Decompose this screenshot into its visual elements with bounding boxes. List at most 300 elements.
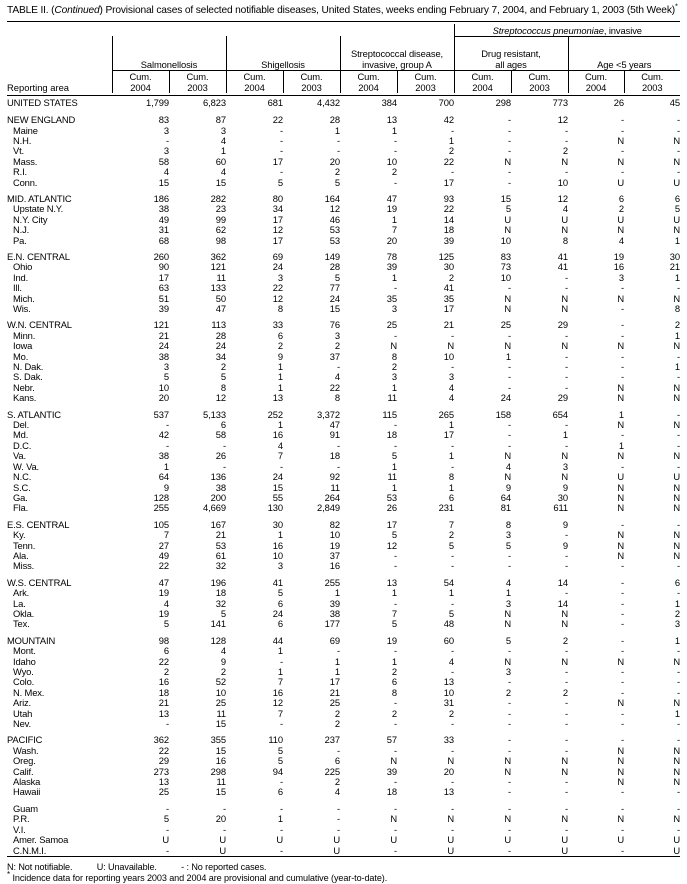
data-cell: 29 [557, 392, 568, 404]
data-cell: 30 [669, 250, 680, 262]
data-cell: 22 [272, 114, 283, 126]
table-row [7, 304, 680, 314]
data-cell: 20 [329, 155, 340, 167]
data-cell: 83 [500, 250, 511, 262]
data-cell: 16 [272, 539, 283, 551]
data-cell: 2 [448, 529, 454, 541]
data-cell: 16 [272, 686, 283, 698]
data-cell: 537 [153, 408, 169, 420]
data-cell: 63 [158, 282, 169, 294]
data-cell: - [507, 823, 511, 835]
data-cell: - [564, 676, 568, 688]
data-cell: - [620, 576, 624, 588]
data-cell: 21 [443, 319, 454, 331]
data-cell: 50 [215, 292, 226, 304]
data-cell: 1 [674, 597, 680, 609]
data-cell: 4 [505, 460, 511, 472]
data-cell: 11 [216, 707, 226, 719]
data-cell: - [676, 686, 680, 698]
data-cell: 17 [443, 429, 454, 441]
data-cell: - [507, 429, 511, 441]
data-cell: 53 [386, 491, 397, 503]
data-cell: - [676, 786, 680, 798]
reporting-area-label: S. ATLANTIC [7, 408, 61, 420]
data-cell: 18 [215, 587, 226, 599]
data-cell: - [676, 460, 680, 472]
data-cell: 654 [552, 408, 568, 420]
data-cell: - [507, 176, 511, 188]
data-cell: - [450, 802, 454, 814]
data-cell: 5 [448, 607, 454, 619]
data-cell: 9 [505, 481, 511, 493]
data-cell: - [507, 676, 511, 688]
table-row [7, 352, 680, 362]
reporting-area-label: Wash. [13, 744, 39, 756]
data-cell: 10 [329, 529, 340, 541]
data-cell: 13 [386, 576, 397, 588]
data-cell: U [617, 176, 624, 188]
data-cell: 22 [443, 203, 454, 215]
header-strep-group-a-2003: Cum. 2003 [397, 70, 454, 93]
data-cell: - [620, 114, 624, 126]
reporting-area-label: R.I. [13, 166, 27, 178]
data-cell: 4 [220, 166, 226, 178]
data-cell: 57 [386, 734, 397, 746]
table-row [7, 225, 680, 235]
data-cell: 1 [391, 213, 397, 225]
data-cell: N [504, 471, 511, 483]
data-cell: - [507, 645, 511, 657]
data-cell: 24 [272, 261, 283, 273]
data-cell: 80 [272, 192, 283, 204]
data-cell: 125 [438, 250, 454, 262]
data-cell: 22 [158, 560, 169, 572]
data-cell: 700 [438, 97, 454, 109]
data-cell: - [450, 718, 454, 730]
data-cell: - [564, 282, 568, 294]
header-strep-group-a-2004: Cum. 2004 [340, 70, 397, 93]
data-cell: - [620, 145, 624, 157]
notifiable-diseases-table [7, 21, 680, 856]
data-cell: 3 [448, 371, 454, 383]
data-cell: 8 [391, 350, 397, 362]
data-cell: 90 [158, 261, 169, 273]
data-cell: - [564, 645, 568, 657]
data-cell: 29 [557, 319, 568, 331]
header-group-drug-resistant-label: Drug resistant, all ages [481, 47, 541, 70]
data-cell: - [507, 381, 511, 393]
data-cell: - [507, 329, 511, 341]
data-cell: 255 [324, 576, 340, 588]
reporting-area-label: Ga. [13, 491, 28, 503]
data-cell: 24 [500, 392, 511, 404]
data-cell: - [676, 645, 680, 657]
data-cell: - [564, 419, 568, 431]
data-cell: 37 [329, 350, 340, 362]
data-cell: N [561, 813, 568, 825]
reporting-area-label: Mich. [13, 292, 35, 304]
data-cell: - [620, 518, 624, 530]
data-cell: 17 [329, 676, 340, 688]
data-cell: - [279, 718, 283, 730]
data-cell: 200 [210, 491, 226, 503]
table-row [7, 472, 680, 482]
table-row-region [7, 320, 680, 330]
data-cell: 13 [443, 676, 454, 688]
data-cell: 54 [443, 576, 454, 588]
data-cell: N [504, 765, 511, 777]
data-cell: - [507, 844, 511, 856]
data-cell: - [165, 823, 169, 835]
data-cell: 18 [329, 450, 340, 462]
data-cell: 4 [334, 371, 340, 383]
data-cell: - [620, 560, 624, 572]
data-cell: 25 [215, 697, 226, 709]
data-cell: 1,799 [146, 97, 169, 109]
data-cell: 55 [272, 491, 283, 503]
data-cell: 8 [277, 303, 283, 314]
data-cell: - [620, 718, 624, 730]
data-cell: U [673, 844, 680, 856]
data-cell: U [561, 844, 568, 856]
data-cell: - [620, 802, 624, 814]
data-cell: 1 [448, 450, 454, 462]
data-cell: N [617, 340, 624, 352]
data-cell: N [561, 618, 568, 630]
data-cell: 47 [386, 192, 397, 204]
data-cell: N [673, 450, 680, 462]
data-cell: 39 [386, 765, 397, 777]
data-cell: U [162, 834, 169, 846]
data-cell: 42 [158, 429, 169, 441]
data-cell: - [620, 350, 624, 362]
data-cell: N [617, 549, 624, 561]
data-cell: - [279, 124, 283, 136]
data-cell: 28 [329, 114, 340, 126]
data-cell: N [673, 539, 680, 551]
data-cell: - [393, 823, 397, 835]
data-cell: U [673, 176, 680, 188]
data-cell: 21 [215, 529, 226, 541]
data-cell: - [450, 597, 454, 609]
data-cell: 39 [443, 234, 454, 246]
data-cell: 12 [272, 292, 283, 304]
data-cell: 7 [277, 450, 283, 462]
header-group-salmonellosis-label: Salmonellosis [140, 58, 198, 70]
data-cell: - [620, 786, 624, 798]
data-cell: 3 [220, 124, 226, 136]
reporting-area-label: S.C. [13, 481, 31, 493]
data-cell: N [617, 529, 624, 541]
header-row-groups [7, 36, 680, 70]
data-cell: 12 [386, 539, 397, 551]
reporting-area-label: N. Dak. [13, 361, 44, 373]
data-cell: 6 [163, 645, 169, 657]
data-cell: N [504, 655, 511, 667]
data-cell: 19 [386, 634, 397, 646]
data-cell: U [504, 213, 511, 225]
data-cell: 15 [215, 176, 226, 188]
data-cell: 1 [674, 271, 680, 283]
data-cell: - [676, 823, 680, 835]
table-row-region [7, 194, 680, 204]
reporting-area-label: Ky. [13, 529, 26, 541]
reporting-area-label: Upstate N.Y. [13, 203, 64, 215]
table-row [7, 215, 680, 225]
data-cell: 30 [272, 518, 283, 530]
data-cell: 1 [448, 587, 454, 599]
data-cell: 1 [505, 587, 511, 599]
data-cell: N [504, 155, 511, 167]
data-cell: 98 [215, 234, 226, 246]
data-cell: 49 [158, 213, 169, 225]
data-cell: 15 [500, 192, 511, 204]
data-cell: 15 [272, 481, 283, 493]
data-cell: 141 [210, 618, 226, 630]
data-cell: - [450, 823, 454, 835]
reporting-area-label: Amer. Samoa [13, 834, 69, 846]
data-cell: 2 [562, 634, 568, 646]
data-cell: 5 [277, 755, 283, 767]
header-row-cum [7, 70, 680, 93]
table-row [7, 451, 680, 461]
data-cell: 62 [215, 224, 226, 236]
table-row-region [7, 115, 680, 125]
header-group-shigellosis [226, 36, 340, 70]
data-cell: - [676, 587, 680, 599]
data-cell: 5 [277, 587, 283, 599]
title-rest: ) Provisional cases of selected notifiable diseases, United States, weeks ending February 7, 2004, and February 1, 2003 (5th Week) [99, 5, 676, 16]
table-row [7, 835, 680, 845]
reporting-area-label: Wis. [13, 303, 31, 314]
data-cell: 87 [215, 114, 226, 126]
data-cell: - [450, 166, 454, 178]
data-cell: 355 [210, 734, 226, 746]
reporting-area-label: Alaska [13, 776, 41, 788]
data-cell: 231 [438, 502, 454, 514]
data-cell: - [676, 350, 680, 362]
data-cell: 158 [495, 408, 511, 420]
data-cell: - [336, 823, 340, 835]
data-cell: U [447, 844, 454, 856]
data-cell: 21 [158, 329, 169, 341]
data-cell: 2 [391, 707, 397, 719]
data-cell: 5 [505, 539, 511, 551]
data-cell: 298 [495, 97, 511, 109]
table-row [7, 462, 680, 472]
data-cell: 1 [334, 666, 340, 677]
data-cell: 5 [277, 744, 283, 756]
data-cell: - [620, 634, 624, 646]
spacer-cell [7, 24, 112, 37]
data-cell: 8 [391, 686, 397, 698]
data-cell: 47 [158, 576, 169, 588]
data-cell: N [504, 755, 511, 767]
data-cell: 30 [443, 261, 454, 273]
data-cell: - [279, 823, 283, 835]
data-cell: 38 [215, 481, 226, 493]
reporting-area-label: N. Mex. [13, 686, 45, 698]
data-cell: U [673, 834, 680, 846]
data-cell: 1 [674, 234, 680, 246]
data-cell: - [222, 823, 226, 835]
data-cell: - [620, 124, 624, 136]
header-strep-pneumoniae [454, 24, 680, 37]
data-cell: 7 [277, 676, 283, 688]
data-cell: 2 [674, 607, 680, 619]
data-cell: 384 [381, 97, 397, 109]
data-cell: N [617, 419, 624, 431]
reporting-area-label: Calif. [13, 765, 34, 777]
data-cell: 5 [448, 539, 454, 551]
data-cell: - [564, 529, 568, 541]
data-cell: 115 [382, 408, 397, 420]
data-cell: 3 [163, 361, 169, 373]
data-cell: - [393, 329, 397, 341]
data-cell: 5 [505, 634, 511, 646]
data-cell: N [617, 481, 624, 493]
data-cell: 4 [448, 655, 454, 667]
data-cell: - [564, 329, 568, 341]
data-cell: 2 [618, 203, 624, 215]
data-cell: 11 [216, 271, 226, 283]
data-cell: 6 [277, 329, 283, 341]
reporting-area-label: Wyo. [13, 666, 34, 677]
data-cell: 61 [215, 549, 226, 561]
header-shigellosis-2004: Cum. 2004 [226, 70, 283, 93]
data-cell: 48 [443, 618, 454, 630]
data-cell: 110 [268, 734, 283, 746]
data-cell: - [393, 282, 397, 294]
reporting-area-label: S. Dak. [13, 371, 43, 383]
data-cell: 3 [334, 329, 340, 341]
table-row [7, 846, 680, 856]
data-cell: 2 [163, 666, 169, 677]
data-cell: 3 [562, 460, 568, 472]
data-cell: 53 [329, 234, 340, 246]
data-cell: - [620, 676, 624, 688]
data-cell: 4,669 [203, 502, 226, 514]
data-cell: 5 [674, 203, 680, 215]
data-cell: - [507, 124, 511, 136]
data-cell: U [333, 834, 340, 846]
data-cell: 32 [215, 560, 226, 572]
data-cell: 11 [216, 776, 226, 788]
data-cell: 22 [158, 655, 169, 667]
header-row-spneumo [7, 24, 680, 37]
reporting-area-label: Nev. [13, 718, 31, 730]
table-row [7, 178, 680, 188]
data-cell: - [507, 744, 511, 756]
data-cell: 5 [220, 371, 226, 383]
data-cell: 22 [158, 744, 169, 756]
data-cell: 34 [272, 203, 283, 215]
data-cell: 16 [215, 755, 226, 767]
data-cell: N [504, 340, 511, 352]
data-cell: 136 [210, 471, 226, 483]
data-cell: N [561, 224, 568, 236]
data-cell: N [504, 303, 511, 314]
data-cell: 13 [386, 114, 397, 126]
data-cell: N [390, 340, 397, 352]
data-cell: - [507, 560, 511, 572]
data-cell: - [507, 802, 511, 814]
reporting-area-label: Va. [13, 450, 26, 462]
data-cell: - [507, 371, 511, 383]
data-cell: - [393, 645, 397, 657]
data-cell: 35 [386, 292, 397, 304]
header-group-age-under-5 [568, 36, 680, 70]
data-cell: - [450, 666, 454, 677]
table-row-total [7, 96, 680, 110]
data-cell: 98 [158, 634, 169, 646]
data-cell: 22 [272, 282, 283, 294]
data-cell: 58 [158, 155, 169, 167]
data-cell: U [561, 213, 568, 225]
data-cell: N [504, 813, 511, 825]
data-cell: 5 [391, 618, 397, 630]
data-cell: 27 [158, 539, 169, 551]
data-cell: N [617, 134, 624, 146]
data-cell: - [564, 560, 568, 572]
reporting-area-label: PACIFIC [7, 734, 43, 746]
data-cell: 113 [211, 319, 226, 331]
data-cell: 28 [215, 329, 226, 341]
data-cell: 17 [386, 518, 397, 530]
data-cell: N [673, 292, 680, 304]
data-cell: - [676, 429, 680, 441]
data-cell: N [673, 340, 680, 352]
data-cell: 5 [220, 607, 226, 619]
data-cell: N [673, 481, 680, 493]
header-shigellosis-2003: Cum. 2003 [283, 70, 340, 93]
page-title [7, 1, 680, 18]
data-cell: 1 [391, 655, 397, 667]
header-group-age-under-5-label: Age <5 years [597, 58, 652, 70]
data-cell: 16 [272, 429, 283, 441]
data-cell: N [673, 134, 680, 146]
table-row [7, 677, 680, 687]
data-cell: 5 [391, 450, 397, 462]
data-cell: 15 [329, 303, 340, 314]
data-cell: 38 [329, 607, 340, 619]
data-cell: 4 [448, 392, 454, 404]
data-cell: U [617, 471, 624, 483]
data-cell: - [620, 303, 624, 314]
data-cell: 3 [505, 666, 511, 677]
data-cell: 1 [277, 371, 283, 383]
data-cell: 8 [448, 471, 454, 483]
data-cell: 38 [158, 350, 169, 362]
data-cell: 23 [215, 203, 226, 215]
reporting-area-label: Pa. [13, 234, 27, 246]
reporting-area-label: Miss. [13, 560, 35, 572]
reporting-area-label: La. [13, 597, 26, 609]
table-row [7, 157, 680, 167]
header-age-under5-2004: Cum. 2004 [568, 70, 624, 93]
data-cell: 46 [329, 213, 340, 225]
data-cell: 19 [158, 587, 169, 599]
data-cell: - [279, 134, 283, 146]
data-cell: - [336, 813, 340, 825]
data-cell: U [673, 213, 680, 225]
table-row [7, 430, 680, 440]
table-row [7, 804, 680, 814]
data-cell: 24 [272, 607, 283, 619]
reporting-area-label: P.R. [13, 813, 30, 825]
data-cell: U [504, 834, 511, 846]
reporting-area-label: Mo. [13, 350, 29, 362]
